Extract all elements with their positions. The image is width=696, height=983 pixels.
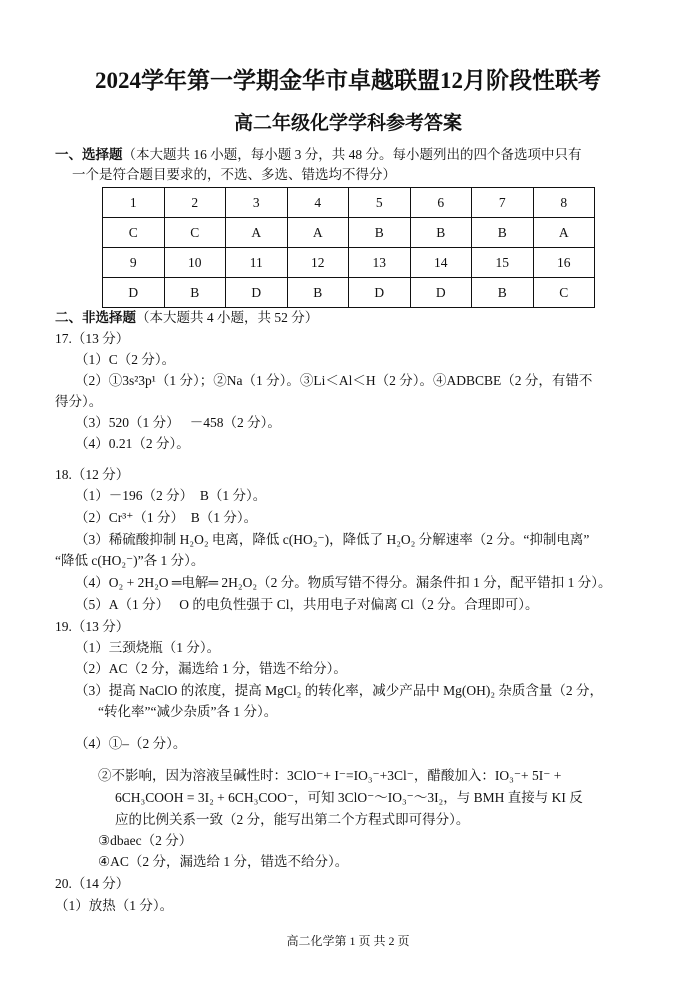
question-heading: 18.（12 分）	[55, 467, 130, 482]
question-heading: 19.（13 分）	[55, 619, 130, 634]
answer-line: （4）①–（2 分）。	[75, 736, 187, 751]
answer-line: （2）Cr³⁺（1 分） B（1 分）。	[75, 510, 258, 525]
answer-line: （1）三颈烧瓶（1 分）。	[75, 640, 221, 655]
table-row	[103, 278, 595, 308]
answer-line: 应的比例关系一致（2 分，能写出第二个方程式即可得分）。	[115, 812, 470, 827]
question-number-cell: 13	[349, 248, 411, 278]
question-number-cell: 11	[226, 248, 288, 278]
answer-line: （2）①3s²3p¹（1 分）；②Na（1 分）。③Li＜Al＜H（2 分）。④ADBCBE（2 分，有错不	[75, 373, 593, 388]
question-number-cell: 3	[226, 188, 288, 218]
answer-cell: D	[226, 278, 288, 308]
question-number-cell: 2	[164, 188, 226, 218]
answer-line: ④AC（2 分，漏选给 1 分，错选不给分）。	[98, 854, 349, 869]
answer-line: 得分）。	[55, 394, 103, 409]
question-number-cell: 5	[349, 188, 411, 218]
question-number-cell: 14	[410, 248, 472, 278]
section1-note-continued: 一个是符合题目要求的，不选、多选、错选均不得分）	[72, 167, 396, 182]
section2-heading: 二、非选择题	[55, 310, 136, 326]
answer-line: （3）稀硫酸抑制 H₂O₂ 电离，降低 c(HO₂⁻)，降低了 H₂O₂ 分解速率（2 分。“抑制电离”	[75, 532, 590, 547]
answer-line: （4）0.21（2 分）。	[75, 436, 190, 451]
answer-line: 6CH₃COOH = 3I₂ + 6CH₃COO⁻，可知 3ClO⁻～IO₃⁻～3I₂，与 BMH 直接与 KI 反	[115, 790, 583, 805]
section1-header	[55, 147, 582, 163]
answer-cell: B	[472, 278, 534, 308]
question-number-cell: 10	[164, 248, 226, 278]
answer-line: ③dbaec（2 分）	[98, 833, 193, 848]
answer-cell: D	[349, 278, 411, 308]
answer-cell: B	[287, 278, 349, 308]
answer-cell: C	[533, 278, 595, 308]
table-row	[103, 248, 595, 278]
answer-cell: C	[164, 218, 226, 248]
answer-cell: C	[103, 218, 165, 248]
question-heading: 17.（13 分）	[55, 331, 130, 346]
answer-line: （1）放热（1 分）。	[55, 898, 174, 913]
answer-cell: A	[226, 218, 288, 248]
question-number-cell: 9	[103, 248, 165, 278]
answer-line: （2）AC（2 分，漏选给 1 分，错选不给分）。	[75, 661, 347, 676]
section1-note: （本大题共 16 小题，每小题 3 分，共 48 分。每小题列出的四个备选项中只有	[122, 147, 582, 162]
section1-heading: 一、选择题	[55, 147, 123, 163]
answer-line: （5）A（1 分） O 的电负性强于 Cl，共用电子对偏离 Cl（2 分。合理即可）。	[75, 597, 539, 612]
table-row	[103, 188, 595, 218]
page-footer: 高二化学第 1 页 共 2 页	[286, 934, 410, 948]
question-number-cell: 8	[533, 188, 595, 218]
question-number-cell: 16	[533, 248, 595, 278]
answer-cell: B	[472, 218, 534, 248]
question-number-cell: 1	[103, 188, 165, 218]
answer-cell: D	[103, 278, 165, 308]
question-number-cell: 12	[287, 248, 349, 278]
answer-line: “转化率”“减少杂质”各 1 分）。	[98, 704, 278, 719]
answer-cell: A	[533, 218, 595, 248]
answer-line: “降低 c(HO₂⁻)”各 1 分）。	[55, 553, 205, 568]
answer-line: ②不影响，因为溶液呈碱性时：3ClO⁻+ I⁻=IO₃⁻+3Cl⁻，醋酸加入：IO₃⁻+ 5I⁻ +	[98, 768, 562, 783]
table-row	[103, 218, 595, 248]
answer-line: （1）C（2 分）。	[75, 352, 176, 367]
answer-line: （3）520（1 分） －458（2 分）。	[75, 415, 281, 430]
section2-header	[55, 310, 318, 326]
answer-table	[102, 187, 595, 308]
answer-cell: B	[164, 278, 226, 308]
document-title: 2024学年第一学期金华市卓越联盟12月阶段性联考	[95, 68, 601, 93]
question-number-cell: 4	[287, 188, 349, 218]
section2-note: （本大题共 4 小题，共 52 分）	[136, 310, 319, 325]
answer-cell: B	[349, 218, 411, 248]
answer-cell: D	[410, 278, 472, 308]
answer-cell: B	[410, 218, 472, 248]
question-number-cell: 6	[410, 188, 472, 218]
answer-cell: A	[287, 218, 349, 248]
answer-line: （3）提高 NaClO 的浓度，提高 MgCl₂ 的转化率，减少产品中 Mg(OH)₂ 杂质含量（2 分，	[75, 683, 604, 698]
question-heading: 20.（14 分）	[55, 876, 130, 891]
answer-line: （1）－196（2 分） B（1 分）。	[75, 488, 267, 503]
question-number-cell: 15	[472, 248, 534, 278]
document-subtitle: 高二年级化学学科参考答案	[233, 113, 462, 134]
question-number-cell: 7	[472, 188, 534, 218]
answer-line: （4）O₂ + 2H₂O ═电解═ 2H₂O₂（2 分。物质写错不得分。漏条件扣 1 分，配平错扣 1 分）。	[75, 575, 612, 590]
